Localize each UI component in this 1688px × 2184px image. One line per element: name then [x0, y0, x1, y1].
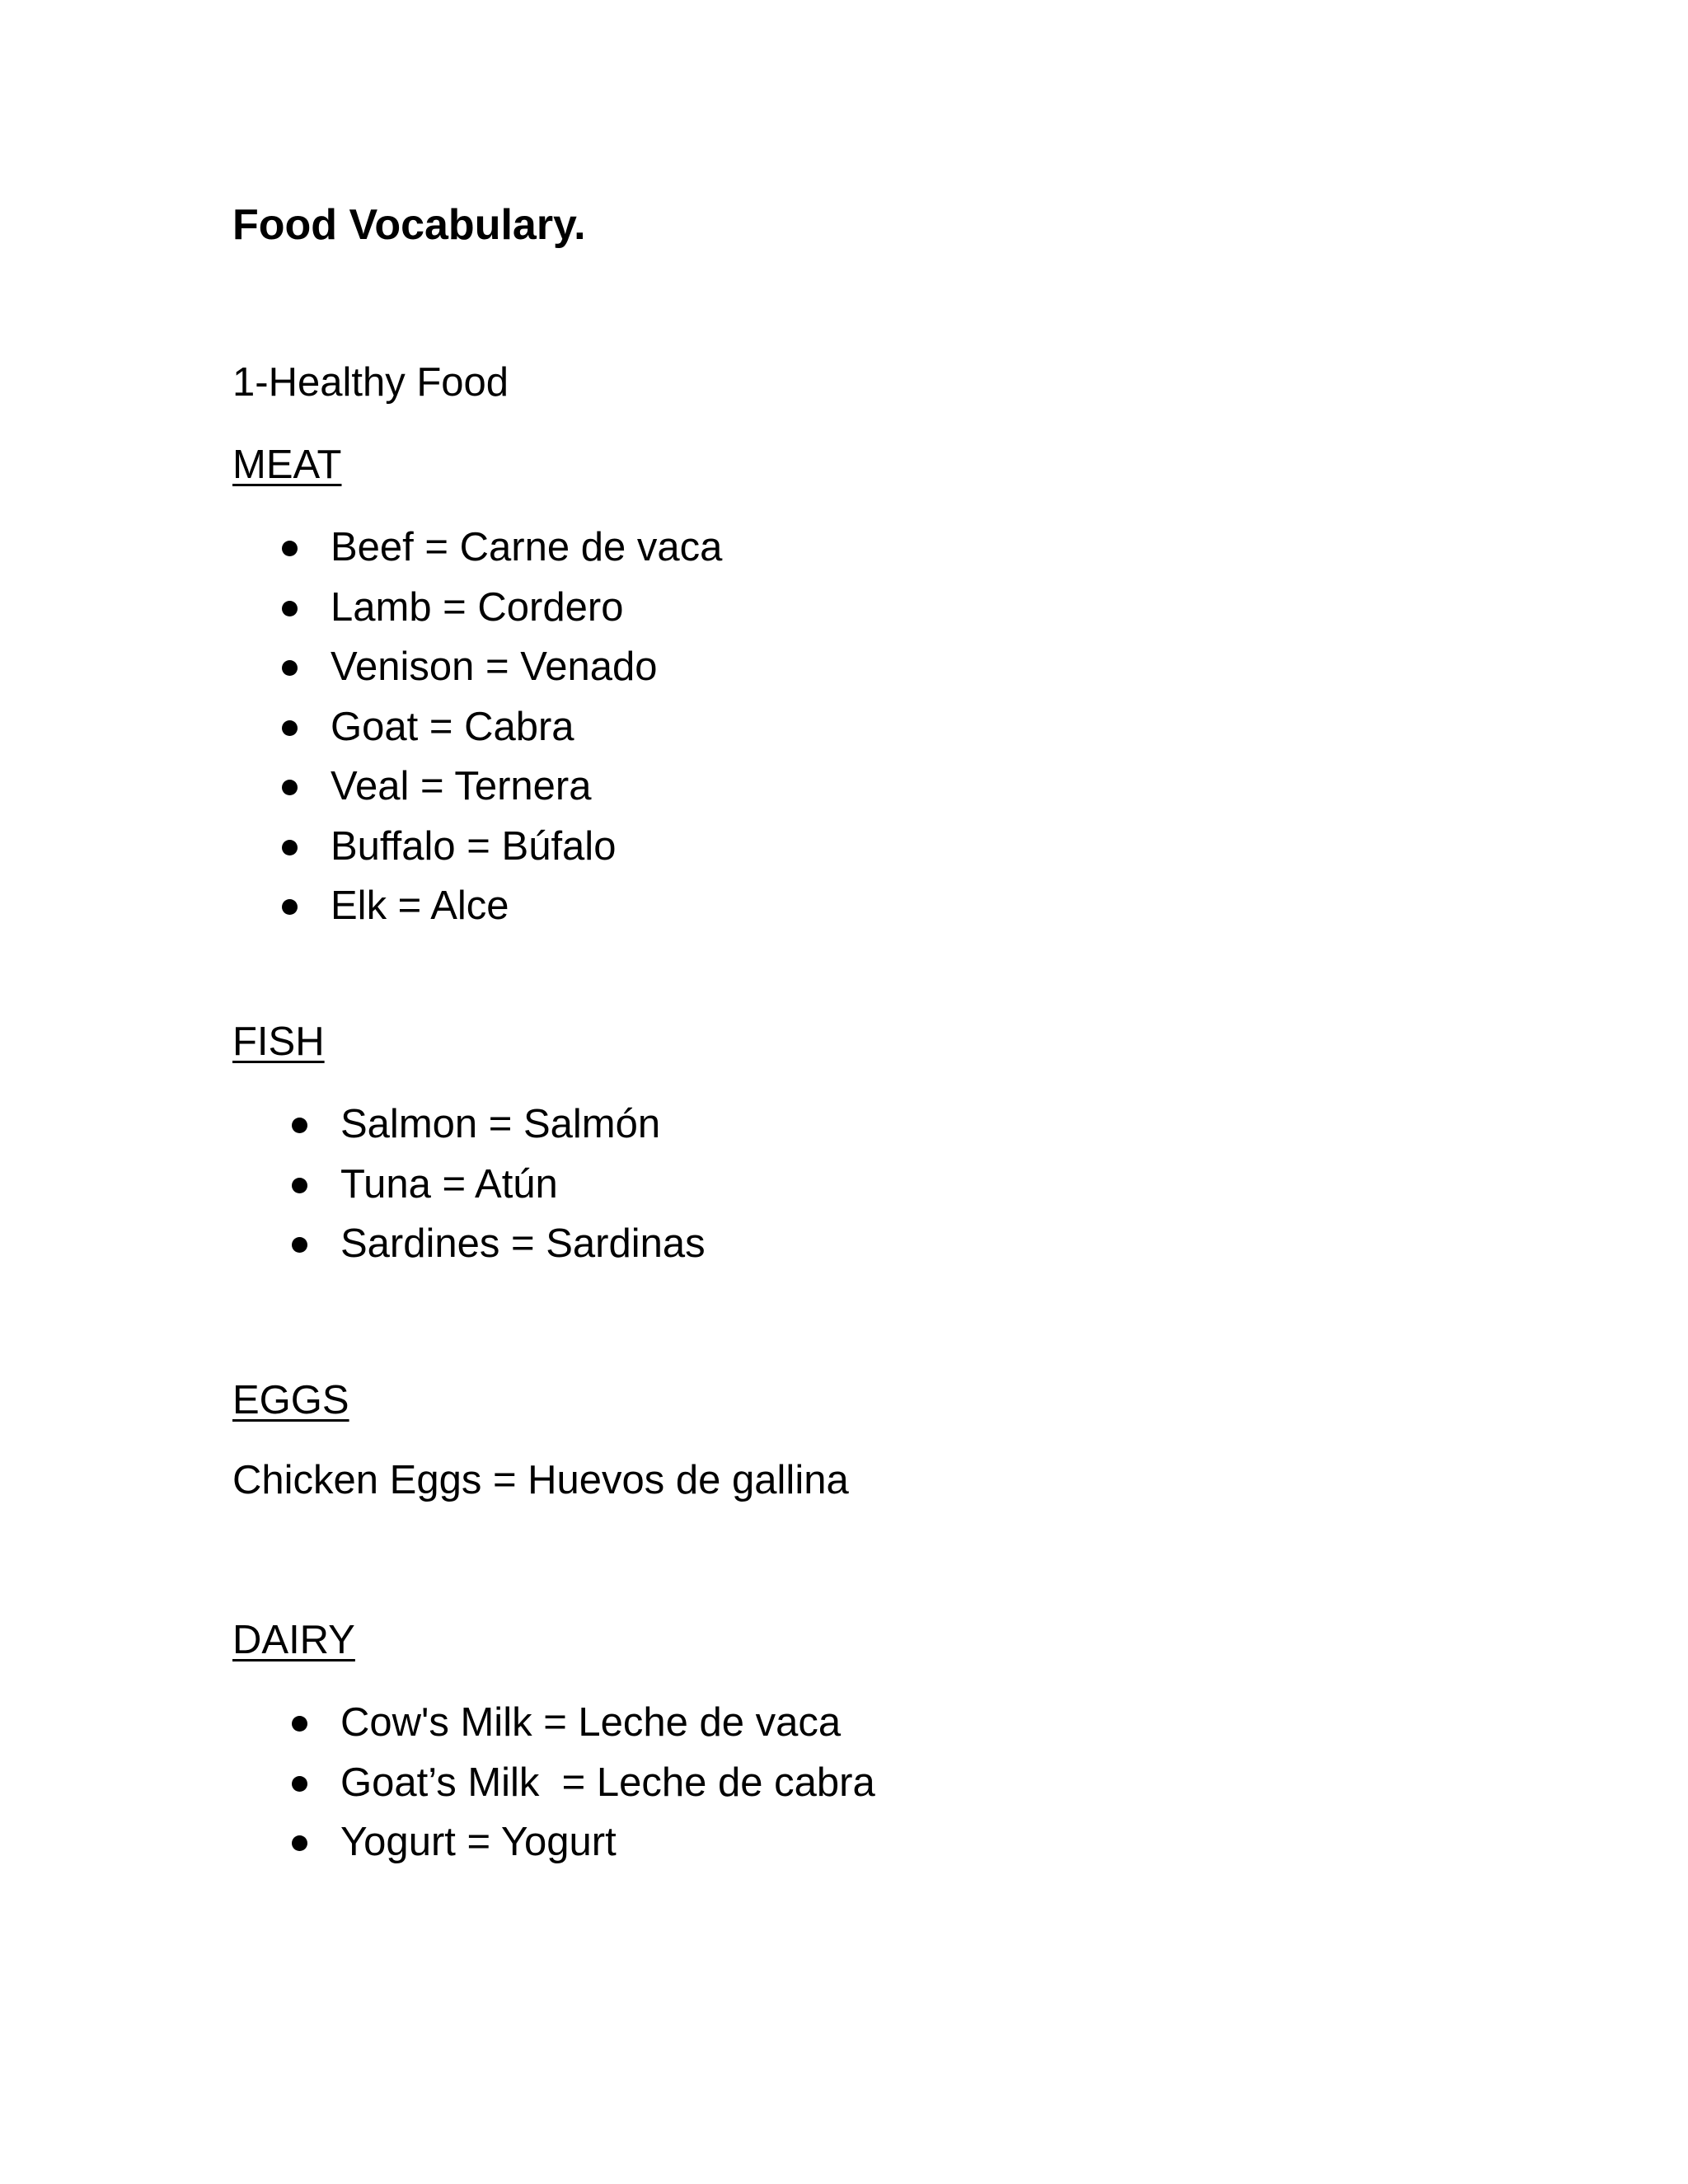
- list-item: [0, 521, 989, 581]
- list-item-text: Cow's Milk = Leche de vaca: [340, 1700, 842, 1745]
- list-item: [0, 879, 989, 940]
- fish-list: [0, 1098, 989, 1277]
- meat-list: [0, 521, 989, 940]
- list-item: [0, 701, 989, 761]
- bullet-icon: [292, 1178, 307, 1193]
- list-item: [0, 1217, 989, 1277]
- fish-heading: FISH: [232, 1019, 325, 1064]
- dairy-list: [0, 1696, 989, 1876]
- list-item: [0, 1816, 989, 1876]
- list-item: [0, 1696, 989, 1756]
- bullet-icon: [292, 1835, 307, 1851]
- bullet-icon: [282, 660, 298, 676]
- bullet-icon: [282, 780, 298, 795]
- bullet-icon: [282, 840, 298, 855]
- bullet-icon: [282, 899, 298, 915]
- list-item-text: Goat = Cabra: [331, 704, 574, 749]
- list-item-text: Yogurt = Yogurt: [340, 1820, 617, 1864]
- bullet-icon: [292, 1118, 307, 1133]
- list-item-text: Beef = Carne de vaca: [331, 525, 723, 569]
- list-item-text: Buffalo = Búfalo: [331, 823, 617, 869]
- meat-heading: MEAT: [232, 443, 342, 487]
- list-item-text: Lamb = Cordero: [331, 584, 624, 630]
- list-item-text: Elk = Alce: [331, 883, 509, 928]
- bullet-icon: [282, 601, 298, 616]
- list-item: [0, 1756, 989, 1816]
- list-item: [0, 820, 989, 880]
- bullet-icon: [292, 1776, 307, 1792]
- section-subtitle: 1-Healthy Food: [232, 360, 509, 405]
- list-item-text: Goat’s Milk = Leche de cabra: [340, 1760, 875, 1805]
- list-item: [0, 640, 989, 701]
- list-item-text: Veal = Ternera: [331, 764, 592, 808]
- list-item-text: Sardines = Sardinas: [340, 1221, 706, 1266]
- dairy-heading: DAIRY: [232, 1618, 355, 1662]
- list-item-text: Salmon = Salmón: [340, 1102, 661, 1146]
- eggs-heading: EGGS: [232, 1378, 349, 1422]
- list-item-text: Tuna = Atún: [340, 1161, 558, 1207]
- bullet-icon: [282, 720, 298, 736]
- bullet-icon: [292, 1716, 307, 1732]
- list-item: [0, 1158, 989, 1218]
- bullet-icon: [292, 1237, 307, 1253]
- list-item: [0, 581, 989, 641]
- document-title: Food Vocabulary.: [232, 201, 586, 249]
- eggs-text: Chicken Eggs = Huevos de gallina: [232, 1458, 849, 1502]
- list-item-text: Venison = Venado: [331, 644, 658, 689]
- bullet-icon: [282, 541, 298, 556]
- list-item: [0, 1098, 989, 1158]
- list-item: [0, 760, 989, 820]
